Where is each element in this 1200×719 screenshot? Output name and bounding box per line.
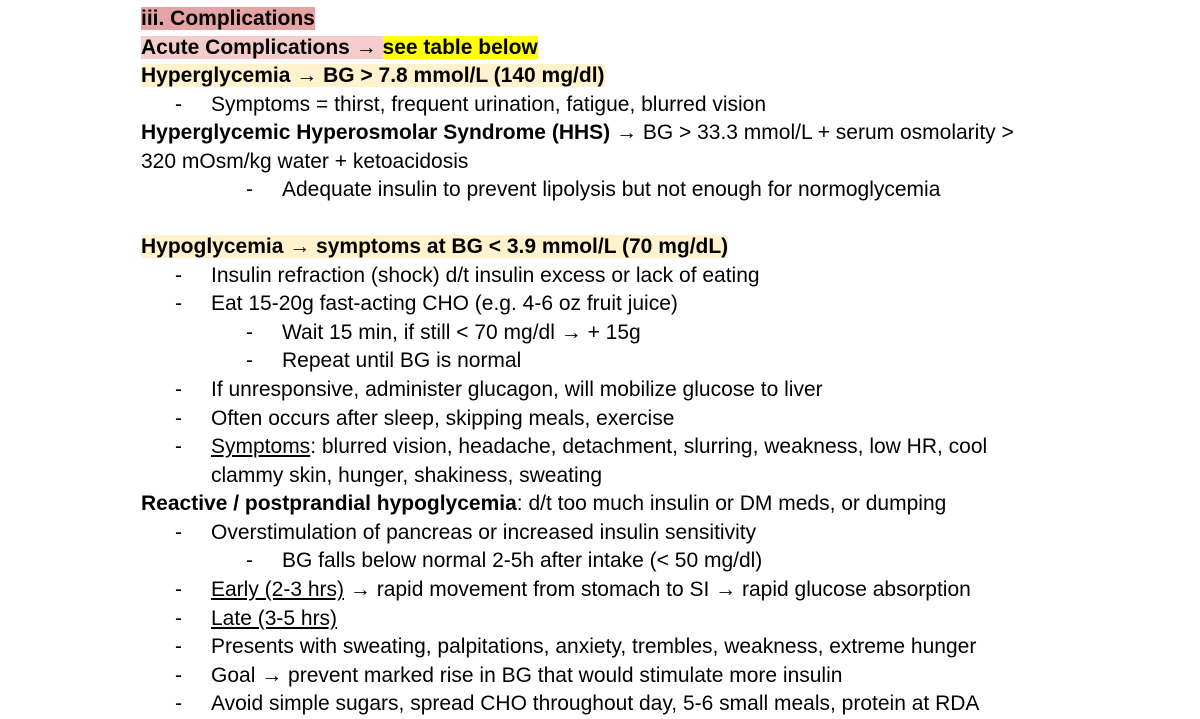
list-item: BG falls below normal 2-5h after intake (< 50 mg/dl) (282, 549, 763, 572)
section-heading: iii. Complications (141, 7, 315, 30)
list-item: Presents with sweating, palpitations, anxiety, trembles, weakness, extreme hunger (211, 635, 977, 658)
bullet-dash: - (175, 378, 182, 401)
list-item: Symptoms = thirst, frequent urination, fatigue, blurred vision (211, 93, 767, 116)
heading-line (141, 5, 1200, 34)
bullet-dash: - (246, 321, 253, 344)
late-label: Late (3-5 hrs) (211, 607, 338, 630)
bullet-dash: - (175, 635, 182, 658)
list-item: Eat 15-20g fast-acting CHO (e.g. 4-6 oz fruit juice) (211, 292, 678, 315)
early-label: Early (2-3 hrs) (211, 578, 345, 601)
bullet-dash: - (175, 292, 182, 315)
list-item (211, 605, 1200, 634)
hyperglycemia-title: Hyperglycemia → BG > 7.8 mmol/L (140 mg/dl) (141, 64, 605, 87)
hyperglycemia-title-line (141, 62, 1200, 91)
bullet-dash: - (175, 407, 182, 430)
bullet-dash: - (175, 93, 182, 116)
hhs-criteria: → BG > 33.3 mmol/L + serum osmolarity > (610, 121, 1014, 144)
bullet-dash: - (246, 178, 253, 201)
acute-label: Acute Complications → (141, 36, 383, 59)
hhs-title: Hyperglycemic Hyperosmolar Syndrome (HHS) (141, 121, 611, 144)
bullet-dash: - (175, 692, 182, 715)
bullet-dash: - (246, 549, 253, 572)
bullet-dash: - (175, 521, 182, 544)
list-item-continuation: clammy skin, hunger, shakiness, sweating (211, 464, 603, 487)
list-item: Early (2-3 hrs) → rapid movement from stomach to SI → rapid glucose absorption (211, 578, 971, 601)
hypoglycemia-title-line (141, 233, 1200, 262)
reactive-line: Reactive / postprandial hypoglycemia: d/t too much insulin or DM meds, or dumping (141, 492, 947, 515)
list-item: Wait 15 min, if still < 70 mg/dl → + 15g (282, 321, 641, 344)
bullet-dash: - (175, 435, 182, 458)
reactive-title: Reactive / postprandial hypoglycemia (141, 492, 517, 515)
hhs-line (141, 119, 1200, 148)
see-table-note: see table below (382, 36, 538, 59)
list-item: Insulin refraction (shock) d/t insulin excess or lack of eating (211, 264, 760, 287)
bullet-dash: - (175, 264, 182, 287)
bullet-dash: - (246, 349, 253, 372)
list-item: Symptoms: blurred vision, headache, detachment, slurring, weakness, low HR, cool (211, 435, 988, 458)
acute-line (141, 34, 1200, 63)
list-item: If unresponsive, administer glucagon, will mobilize glucose to liver (211, 378, 823, 401)
list-item: Goal → prevent marked rise in BG that would stimulate more insulin (211, 664, 843, 687)
hypoglycemia-title: Hypoglycemia → symptoms at BG < 3.9 mmol/L (70 mg/dL) (141, 235, 729, 258)
list-item: Repeat until BG is normal (282, 349, 522, 372)
hhs-continuation: 320 mOsm/kg water + ketoacidosis (141, 150, 469, 173)
bullet-dash: - (175, 578, 182, 601)
list-item: Overstimulation of pancreas or increased insulin sensitivity (211, 521, 757, 544)
list-item: Adequate insulin to prevent lipolysis but not enough for normoglycemia (282, 178, 941, 201)
list-item: Often occurs after sleep, skipping meals, exercise (211, 407, 675, 430)
bullet-dash: - (175, 607, 182, 630)
bullet-dash: - (175, 664, 182, 687)
symptoms-label: Symptoms (211, 435, 311, 458)
list-item: Avoid simple sugars, spread CHO throughout day, 5-6 small meals, protein at RDA (211, 692, 980, 715)
